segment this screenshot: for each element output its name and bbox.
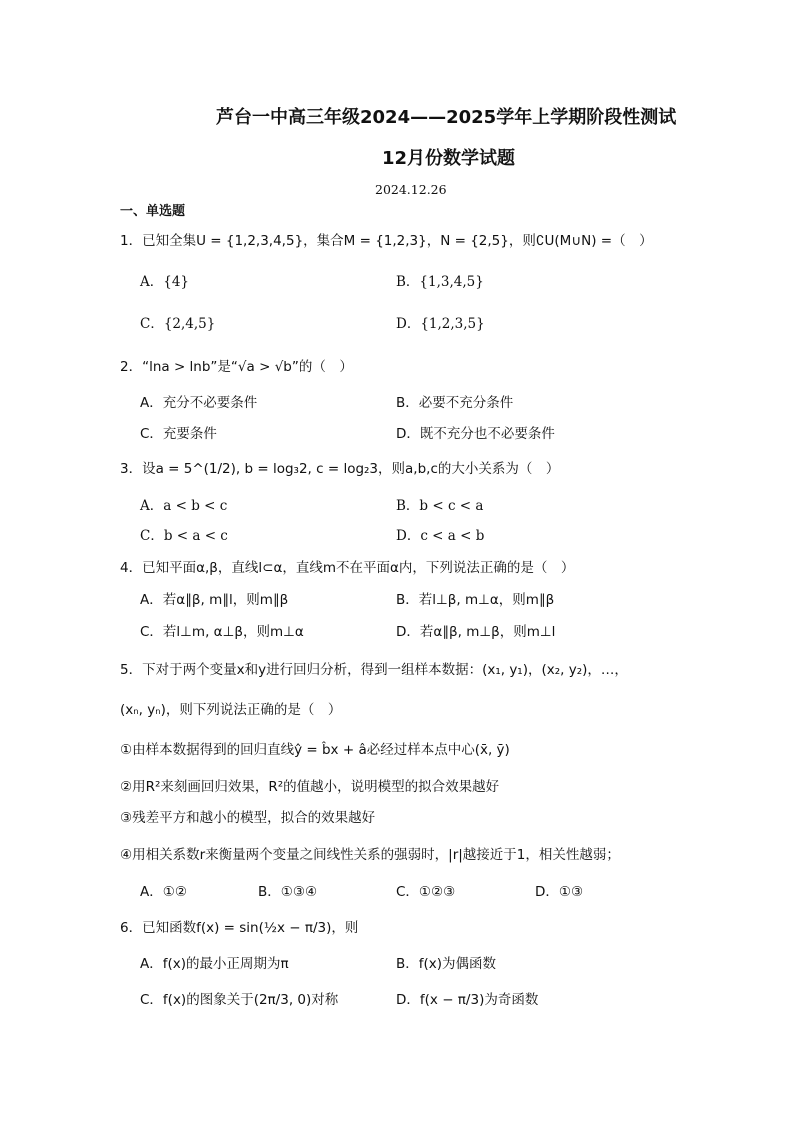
section-heading: 一、单选题 bbox=[120, 204, 186, 219]
question-4-option-d: D．若α∥β, m⊥β，则m⊥l bbox=[396, 624, 556, 640]
question-5-statement-3: ③残差平方和越小的模型，拟合的效果越好 bbox=[120, 810, 376, 826]
question-5-option-c: C．①②③ bbox=[396, 884, 456, 900]
question-6-option-a: A．f(x)的最小正周期为π bbox=[140, 956, 289, 972]
question-1-option-a: A．{4} bbox=[140, 274, 190, 290]
question-5-stem-line2: (xₙ, yₙ)，则下列说法正确的是（ ） bbox=[120, 702, 342, 718]
question-5-option-d: D．①③ bbox=[535, 884, 584, 900]
question-2-option-b: B．必要不充分条件 bbox=[396, 395, 514, 411]
question-2-option-c: C．充要条件 bbox=[140, 426, 217, 442]
question-3-option-b: B．b < c < a bbox=[396, 498, 484, 514]
question-3-option-a: A．a < b < c bbox=[140, 498, 228, 514]
question-3-stem: 3．设a = 5^(1/2), b = log₃2, c = log₂3，则a,b,c的大小关系为（ ） bbox=[120, 461, 560, 477]
question-1-option-c: C．{2,4,5} bbox=[140, 316, 216, 332]
question-5-statement-4: ④用相关系数r来衡量两个变量之间线性关系的强弱时，|r|越接近于1，相关性越弱； bbox=[120, 847, 620, 863]
question-4-option-a: A．若α∥β, m∥l，则m∥β bbox=[140, 592, 289, 608]
question-4-stem: 4．已知平面α,β，直线l⊂α，直线m不在平面α内，下列说法正确的是（ ） bbox=[120, 560, 575, 576]
question-4-option-c: C．若l⊥m, α⊥β，则m⊥α bbox=[140, 624, 304, 640]
question-2-stem: 2．“lna > lnb”是“√a > √b”的（ ） bbox=[120, 359, 353, 375]
question-6-option-b: B．f(x)为偶函数 bbox=[396, 956, 497, 972]
question-1-option-d: D．{1,2,3,5} bbox=[396, 316, 485, 332]
question-2-option-a: A．充分不必要条件 bbox=[140, 395, 258, 411]
question-1-stem: 1．已知全集U = {1,2,3,4,5}，集合M = {1,2,3}，N = {2,5}，则∁U(M∪N) =（ ） bbox=[120, 233, 653, 249]
question-5-option-b: B．①③④ bbox=[258, 884, 318, 900]
question-3-option-c: C．b < a < c bbox=[140, 528, 228, 544]
question-5-statement-2: ②用R²来刻画回归效果，R²的值越小，说明模型的拟合效果越好 bbox=[120, 779, 500, 795]
question-5-option-a: A．①② bbox=[140, 884, 187, 900]
exam-date: 2024.12.26 bbox=[375, 182, 447, 197]
exam-title: 芦台一中高三年级2024——2025学年上学期阶段性测试 bbox=[216, 107, 677, 128]
question-1-option-b: B．{1,3,4,5} bbox=[396, 274, 484, 290]
question-5-stem-line1: 5．下对于两个变量x和y进行回归分析，得到一组样本数据：(x₁, y₁)，(x₂, y₂)，…， bbox=[120, 662, 628, 678]
question-4-option-b: B．若l⊥β, m⊥α，则m∥β bbox=[396, 592, 555, 608]
exam-subtitle: 12月份数学试题 bbox=[382, 148, 516, 169]
question-6-option-c: C．f(x)的图象关于(2π/3, 0)对称 bbox=[140, 992, 339, 1008]
question-6-option-d: D．f(x − π/3)为奇函数 bbox=[396, 992, 539, 1008]
question-5-statement-1: ①由样本数据得到的回归直线ŷ = b̂x + â必经过样本点中心(x̄, ȳ) bbox=[120, 742, 510, 758]
question-2-option-d: D．既不充分也不必要条件 bbox=[396, 426, 555, 442]
question-6-stem: 6．已知函数f(x) = sin(½x − π/3)，则 bbox=[120, 920, 359, 936]
question-3-option-d: D．c < a < b bbox=[396, 528, 485, 544]
